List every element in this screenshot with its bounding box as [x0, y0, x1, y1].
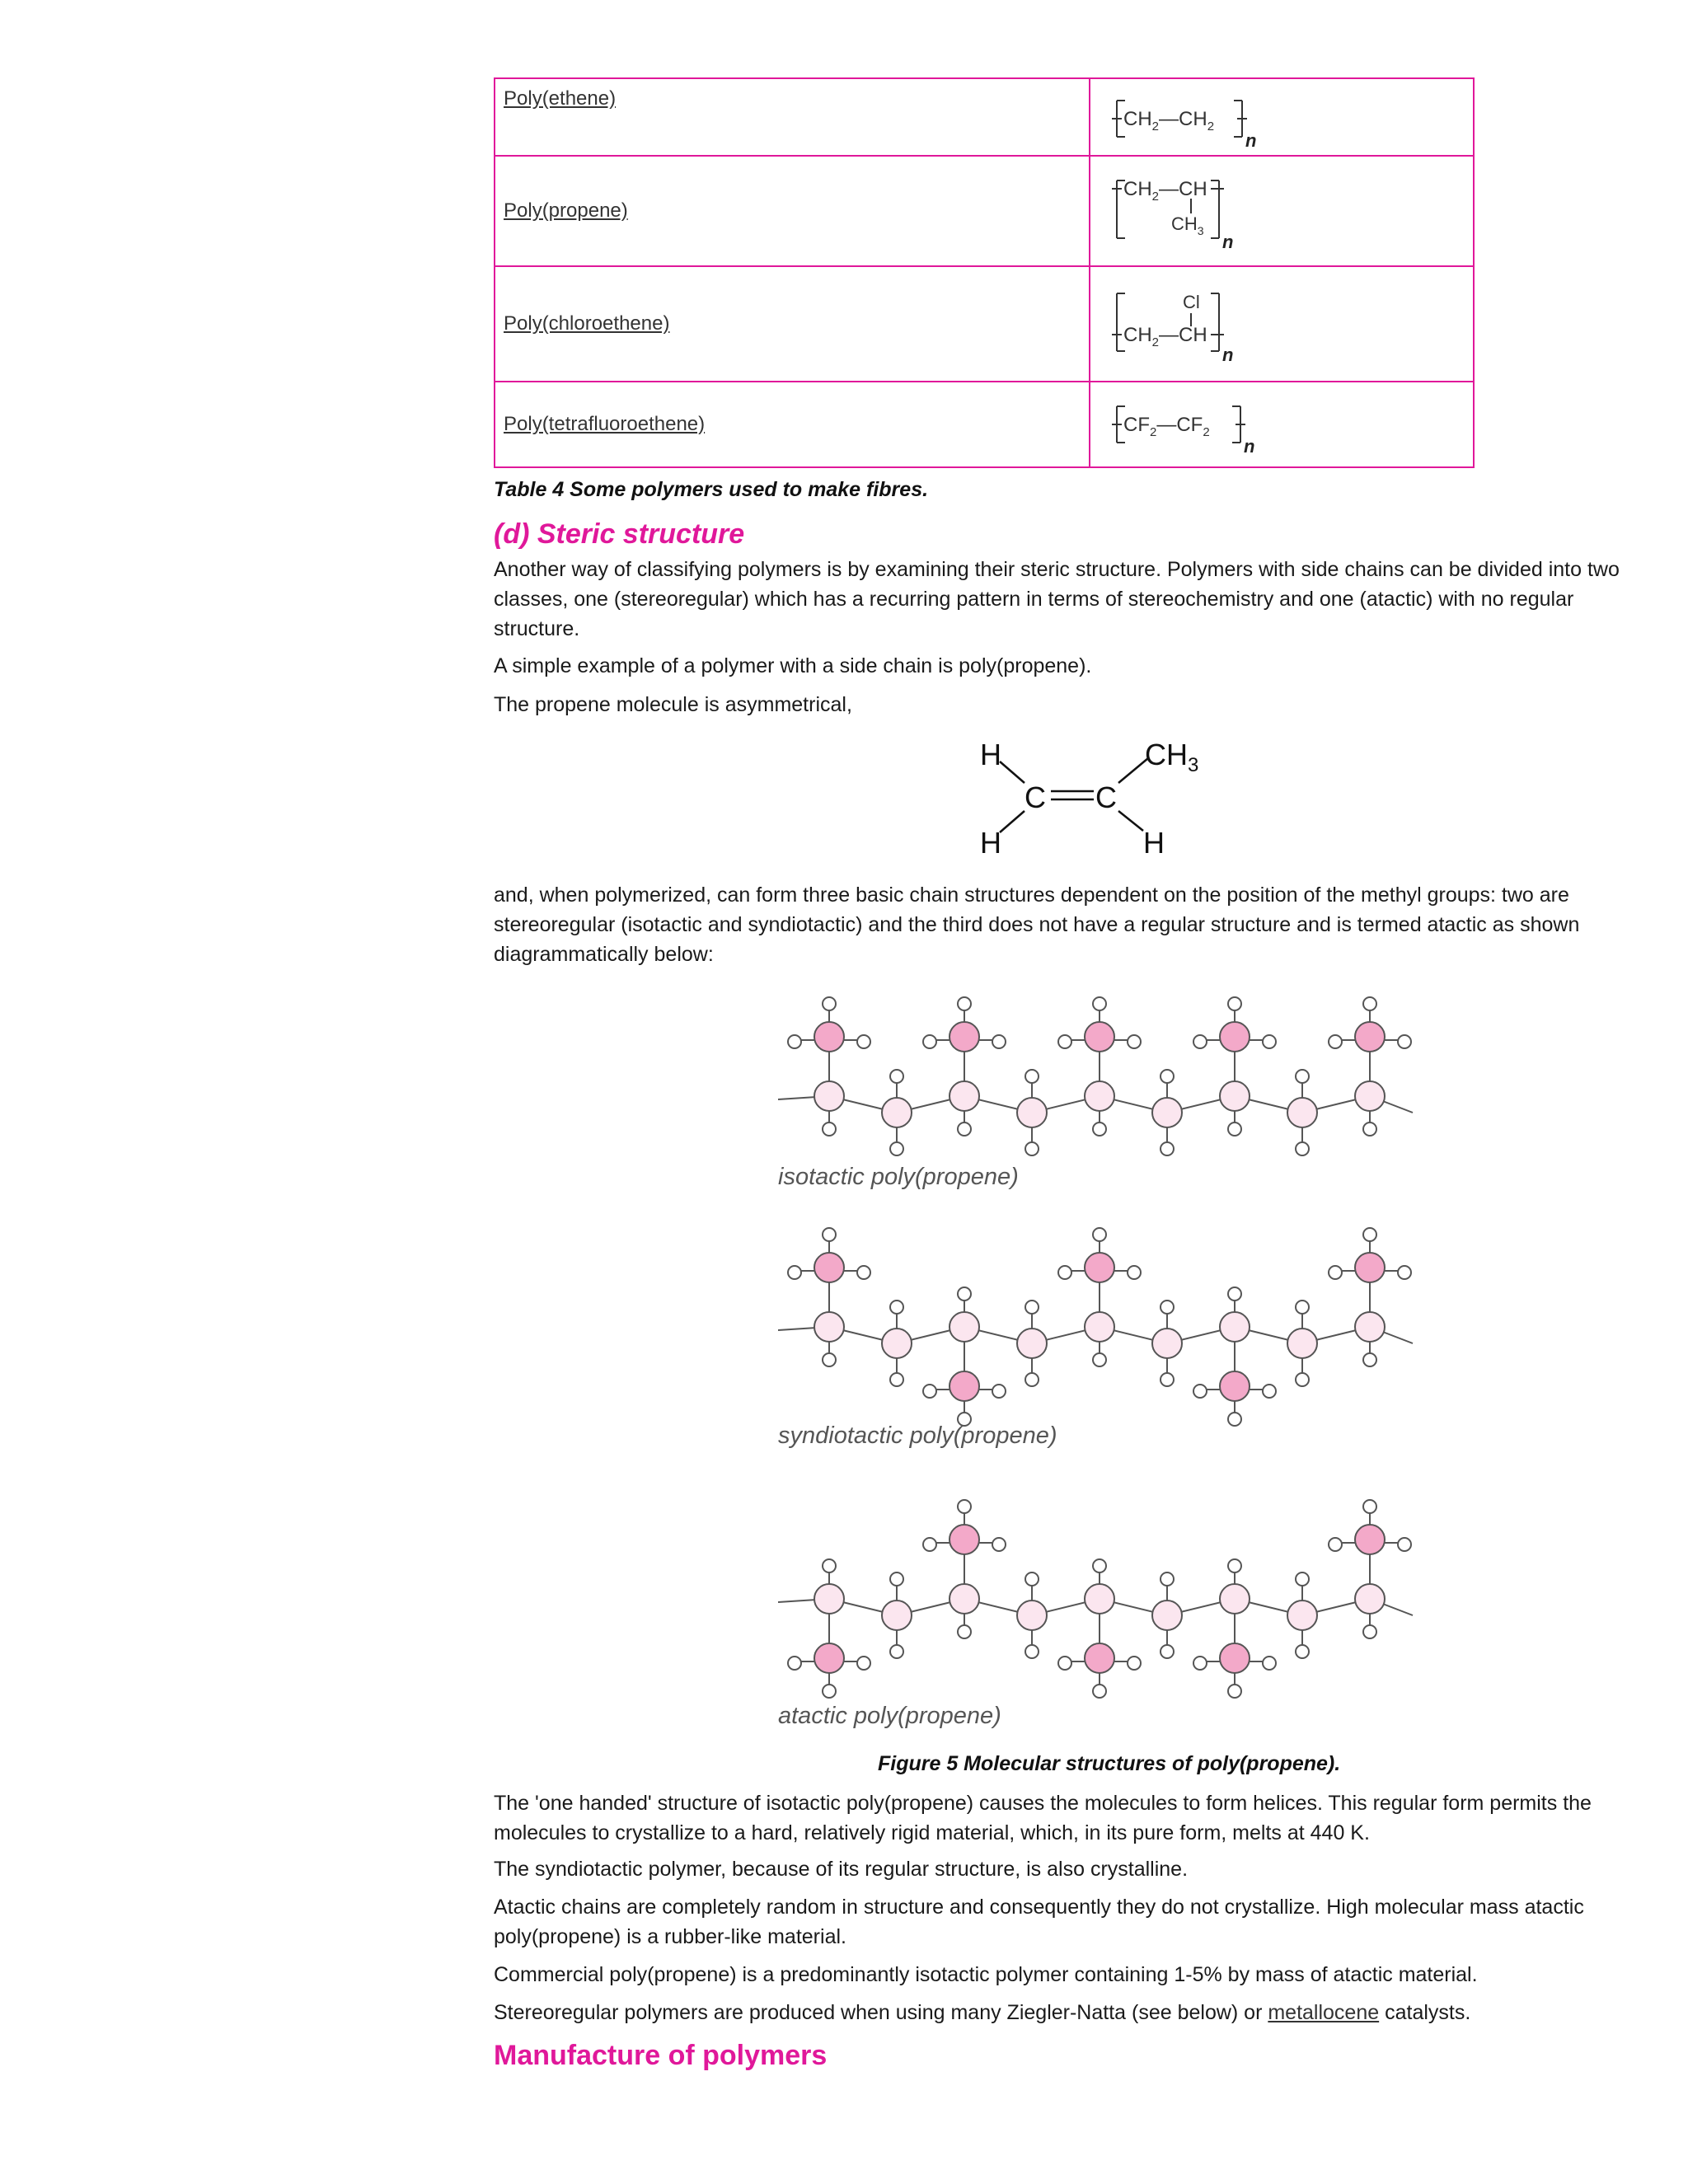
hydrogen-atom — [1263, 1385, 1276, 1398]
paragraph-text: catalysts. — [1379, 2001, 1471, 2024]
hydrogen-atom — [1296, 1070, 1309, 1083]
hydrogen-atom — [823, 1559, 836, 1572]
hydrogen-atom — [1363, 1625, 1376, 1638]
methyl-carbon — [1085, 1253, 1114, 1282]
hydrogen-atom — [890, 1070, 903, 1083]
carbon-atom: C — [1025, 780, 1046, 814]
hydrogen-atom — [1093, 1228, 1106, 1241]
hydrogen-atom — [958, 1625, 971, 1638]
chain-carbon — [882, 1098, 912, 1127]
paragraph-line: The 'one handed' structure of isotactic poly(propene) causes the molecules to form helices. This regular form permits the — [494, 1792, 1592, 1815]
paragraph-text: Stereoregular polymers are produced when using many Ziegler-Natta (see below) or — [494, 2001, 1268, 2024]
paragraph-line: structure. — [494, 617, 580, 640]
hydrogen-atom — [1093, 1559, 1106, 1572]
polymer-link-polychloroethene[interactable]: Poly(chloroethene) — [504, 312, 670, 335]
h-atom: H — [980, 826, 1001, 860]
paragraph-line: Another way of classifying polymers is by examining their steric structure. Polymers with side chains can be divided into two — [494, 558, 1620, 581]
chain-carbon — [1085, 1312, 1114, 1342]
section-heading-manufacture: Manufacture of polymers — [494, 2040, 828, 2071]
label-atactic: atactic poly(propene) — [778, 1703, 1001, 1729]
paragraph-catalysts — [494, 1998, 1688, 2027]
hydrogen-atom — [992, 1035, 1006, 1048]
hydrogen-atom — [857, 1266, 870, 1279]
paragraph-line: and, when polymerized, can form three basic chain structures dependent on the position of the methyl groups: two are — [494, 883, 1569, 907]
hydrogen-atom — [1398, 1266, 1411, 1279]
hydrogen-atom — [1058, 1657, 1071, 1670]
polymer-name-cell — [495, 382, 1090, 467]
hydrogen-atom — [1093, 1353, 1106, 1366]
methyl-carbon — [1220, 1022, 1250, 1052]
chain-carbon — [1152, 1098, 1182, 1127]
hydrogen-atom — [1128, 1035, 1141, 1048]
hydrogen-atom — [1263, 1657, 1276, 1670]
hydrogen-atom — [958, 1287, 971, 1301]
hydrogen-atom — [923, 1035, 936, 1048]
chain-carbon — [1085, 1081, 1114, 1111]
hydrogen-atom — [1329, 1035, 1342, 1048]
svg-text:CH2—CH: $CH_2—CH$ — [1123, 178, 1207, 204]
svg-text:CH2—CH: $CH_2—CH$ — [1123, 324, 1207, 349]
hydrogen-atom — [823, 1228, 836, 1241]
chain-carbon — [814, 1584, 844, 1614]
paragraph-isotactic — [494, 1788, 1688, 1848]
chain-carbon — [1220, 1081, 1250, 1111]
polymer-link-polyethene[interactable]: Poly(ethene) — [504, 87, 617, 110]
hydrogen-atom — [1329, 1538, 1342, 1551]
methyl-carbon — [1085, 1022, 1114, 1052]
chain-carbon — [1017, 1601, 1047, 1630]
methyl-group: $CH_3$ — [1145, 738, 1199, 776]
formula-cell — [1090, 266, 1474, 382]
hydrogen-atom — [1025, 1572, 1039, 1586]
polymer-link-polytetrafluoroethene[interactable]: Poly(tetrafluoroethene) — [504, 413, 706, 435]
hydrogen-atom — [1228, 1685, 1241, 1698]
hydrogen-atom — [788, 1657, 801, 1670]
methyl-carbon — [814, 1253, 844, 1282]
metallocene-link[interactable]: metallocene — [1268, 2001, 1380, 2024]
paragraph-syndiotactic: The syndiotactic polymer, because of its regular structure, is also crystalline. — [494, 1858, 1189, 1881]
polymer-name-cell — [495, 266, 1090, 382]
hydrogen-atom — [923, 1538, 936, 1551]
table-row — [495, 382, 1474, 467]
paragraph-line: diagrammatically below: — [494, 943, 714, 966]
hydrogen-atom — [890, 1373, 903, 1386]
hydrogen-atom — [923, 1385, 936, 1398]
chain-carbon — [1287, 1329, 1317, 1358]
chain-carbon — [1017, 1329, 1047, 1358]
methyl-carbon — [1355, 1525, 1385, 1554]
h-atom: H — [980, 738, 1001, 771]
label-isotactic: isotactic poly(propene) — [778, 1164, 1019, 1190]
polymer-table — [494, 77, 1475, 468]
hydrogen-atom — [1025, 1645, 1039, 1658]
paragraph-line: Atactic chains are completely random in structure and consequently they do not crystallize. High molecular mass atactic — [494, 1896, 1584, 1919]
hydrogen-atom — [890, 1572, 903, 1586]
hydrogen-atom — [1296, 1301, 1309, 1314]
hydrogen-atom — [1025, 1301, 1039, 1314]
hydrogen-atom — [1296, 1572, 1309, 1586]
hydrogen-atom — [1093, 1685, 1106, 1698]
methyl-carbon — [1355, 1253, 1385, 1282]
formula-cell — [1090, 382, 1474, 467]
hydrogen-atom — [1363, 1228, 1376, 1241]
hydrogen-atom — [958, 997, 971, 1010]
hydrogen-atom — [1093, 1122, 1106, 1136]
chain-carbon — [814, 1312, 844, 1342]
methyl-carbon — [814, 1643, 844, 1673]
formula-cell — [1090, 78, 1474, 156]
chain-carbon — [1355, 1312, 1385, 1342]
formula-polychloroethene — [1099, 279, 1264, 369]
svg-text:CH3: $CH_3$ — [1171, 213, 1204, 237]
hydrogen-atom — [1058, 1035, 1071, 1048]
hydrogen-atom — [823, 997, 836, 1010]
hydrogen-atom — [823, 1353, 836, 1366]
article-content — [494, 0, 1688, 2184]
poly-propene-diagram — [778, 981, 1421, 1739]
propene-structure — [972, 725, 1236, 865]
polymer-name-cell — [495, 156, 1090, 266]
formula-cell — [1090, 156, 1474, 266]
methyl-carbon — [950, 1371, 979, 1401]
hydrogen-atom — [1160, 1373, 1174, 1386]
hydrogen-atom — [1363, 997, 1376, 1010]
hydrogen-atom — [1093, 997, 1106, 1010]
svg-text:Cl: Cl — [1183, 292, 1200, 312]
hydrogen-atom — [1160, 1645, 1174, 1658]
hydrogen-atom — [1363, 1122, 1376, 1136]
svg-text:n: n — [1222, 344, 1234, 365]
paragraph-line: poly(propene) is a rubber-like material. — [494, 1925, 846, 1948]
chain-carbon — [882, 1601, 912, 1630]
hydrogen-atom — [1160, 1572, 1174, 1586]
polymer-link-polypropene[interactable]: Poly(propene) — [504, 199, 628, 222]
hydrogen-atom — [857, 1035, 870, 1048]
hydrogen-atom — [1025, 1142, 1039, 1155]
hydrogen-atom — [1228, 1287, 1241, 1301]
table-caption: Table 4 Some polymers used to make fibres. — [494, 478, 929, 501]
hydrogen-atom — [1398, 1538, 1411, 1551]
table-row — [495, 78, 1474, 156]
hydrogen-atom — [1296, 1373, 1309, 1386]
hydrogen-atom — [1263, 1035, 1276, 1048]
h-atom: H — [1143, 826, 1165, 860]
hydrogen-atom — [1329, 1266, 1342, 1279]
hydrogen-atom — [1228, 1559, 1241, 1572]
hydrogen-atom — [958, 1122, 971, 1136]
hydrogen-atom — [992, 1385, 1006, 1398]
chain-carbon — [1017, 1098, 1047, 1127]
hydrogen-atom — [992, 1538, 1006, 1551]
table-row — [495, 156, 1474, 266]
paragraph-side-chain: A simple example of a polymer with a side chain is poly(propene). — [494, 654, 1092, 677]
paragraph-line: molecules to crystallize to a hard, relatively rigid material, which, in its pure form, melts at 440 K. — [494, 1821, 1370, 1844]
paragraph-line: stereoregular (isotactic and syndiotactic) and the third does not have a regular structure and is termed atactic as shown — [494, 913, 1580, 936]
hydrogen-atom — [1228, 1413, 1241, 1426]
paragraph-chain-structures — [494, 880, 1688, 969]
label-syndiotactic: syndiotactic poly(propene) — [778, 1422, 1057, 1449]
polymer-name-cell — [495, 78, 1090, 156]
svg-text:n: n — [1222, 232, 1234, 252]
paragraph-propene: The propene molecule is asymmetrical, — [494, 693, 852, 716]
hydrogen-atom — [1160, 1070, 1174, 1083]
hydrogen-atom — [1160, 1301, 1174, 1314]
hydrogen-atom — [1058, 1266, 1071, 1279]
chain-carbon — [1355, 1584, 1385, 1614]
chain-carbon — [1220, 1584, 1250, 1614]
methyl-carbon — [1220, 1643, 1250, 1673]
svg-text:CH2—CH2: $CH_2—CH_2$ — [1123, 108, 1215, 134]
chain-carbon — [1287, 1098, 1317, 1127]
hydrogen-atom — [1363, 1500, 1376, 1513]
hydrogen-atom — [1025, 1373, 1039, 1386]
chain-carbon — [1355, 1081, 1385, 1111]
hydrogen-atom — [788, 1266, 801, 1279]
hydrogen-atom — [1228, 997, 1241, 1010]
hydrogen-atom — [890, 1301, 903, 1314]
chain-carbon — [1220, 1312, 1250, 1342]
hydrogen-atom — [1296, 1142, 1309, 1155]
formula-polyethene — [1099, 84, 1264, 150]
hydrogen-atom — [823, 1685, 836, 1698]
chain-carbon — [950, 1081, 979, 1111]
formula-polytetrafluoroethene — [1099, 391, 1264, 457]
chain-carbon — [1287, 1601, 1317, 1630]
hydrogen-atom — [1160, 1142, 1174, 1155]
svg-text:n: n — [1245, 130, 1257, 150]
chain-carbon — [1152, 1601, 1182, 1630]
hydrogen-atom — [788, 1035, 801, 1048]
figure-caption: Figure 5 Molecular structures of poly(propene). — [878, 1752, 1341, 1775]
hydrogen-atom — [1128, 1266, 1141, 1279]
methyl-carbon — [814, 1022, 844, 1052]
methyl-carbon — [1085, 1643, 1114, 1673]
section-heading-steric: (d) Steric structure — [494, 518, 745, 550]
paragraph-line: classes, one (stereoregular) which has a recurring pattern in terms of stereochemistry and one (atactic) with no regular — [494, 588, 1574, 611]
table-row — [495, 266, 1474, 382]
paragraph-intro — [494, 555, 1688, 644]
hydrogen-atom — [857, 1657, 870, 1670]
hydrogen-atom — [958, 1500, 971, 1513]
chain-carbon — [814, 1081, 844, 1111]
methyl-carbon — [1355, 1022, 1385, 1052]
hydrogen-atom — [823, 1122, 836, 1136]
methyl-carbon — [950, 1525, 979, 1554]
chain-carbon — [950, 1312, 979, 1342]
hydrogen-atom — [1398, 1035, 1411, 1048]
hydrogen-atom — [1025, 1070, 1039, 1083]
svg-text:n: n — [1244, 436, 1255, 457]
hydrogen-atom — [1363, 1353, 1376, 1366]
carbon-atom: C — [1095, 780, 1117, 814]
chain-carbon — [882, 1329, 912, 1358]
chain-carbon — [1085, 1584, 1114, 1614]
formula-polypropene — [1099, 166, 1264, 256]
figure-poly-propene-structures — [778, 981, 1421, 1743]
chain-carbon — [950, 1584, 979, 1614]
chain-carbon — [1152, 1329, 1182, 1358]
paragraph-atactic — [494, 1892, 1688, 1952]
hydrogen-atom — [890, 1645, 903, 1658]
hydrogen-atom — [1228, 1122, 1241, 1136]
svg-text:CF2—CF2: $CF_2—CF_2$ — [1123, 414, 1210, 439]
methyl-carbon — [950, 1022, 979, 1052]
methyl-carbon — [1220, 1371, 1250, 1401]
hydrogen-atom — [890, 1142, 903, 1155]
paragraph-commercial: Commercial poly(propene) is a predominantly isotactic polymer containing 1-5% by mass of atactic material. — [494, 1963, 1478, 1986]
hydrogen-atom — [1296, 1645, 1309, 1658]
hydrogen-atom — [1193, 1385, 1207, 1398]
hydrogen-atom — [1128, 1657, 1141, 1670]
hydrogen-atom — [1193, 1657, 1207, 1670]
hydrogen-atom — [1193, 1035, 1207, 1048]
